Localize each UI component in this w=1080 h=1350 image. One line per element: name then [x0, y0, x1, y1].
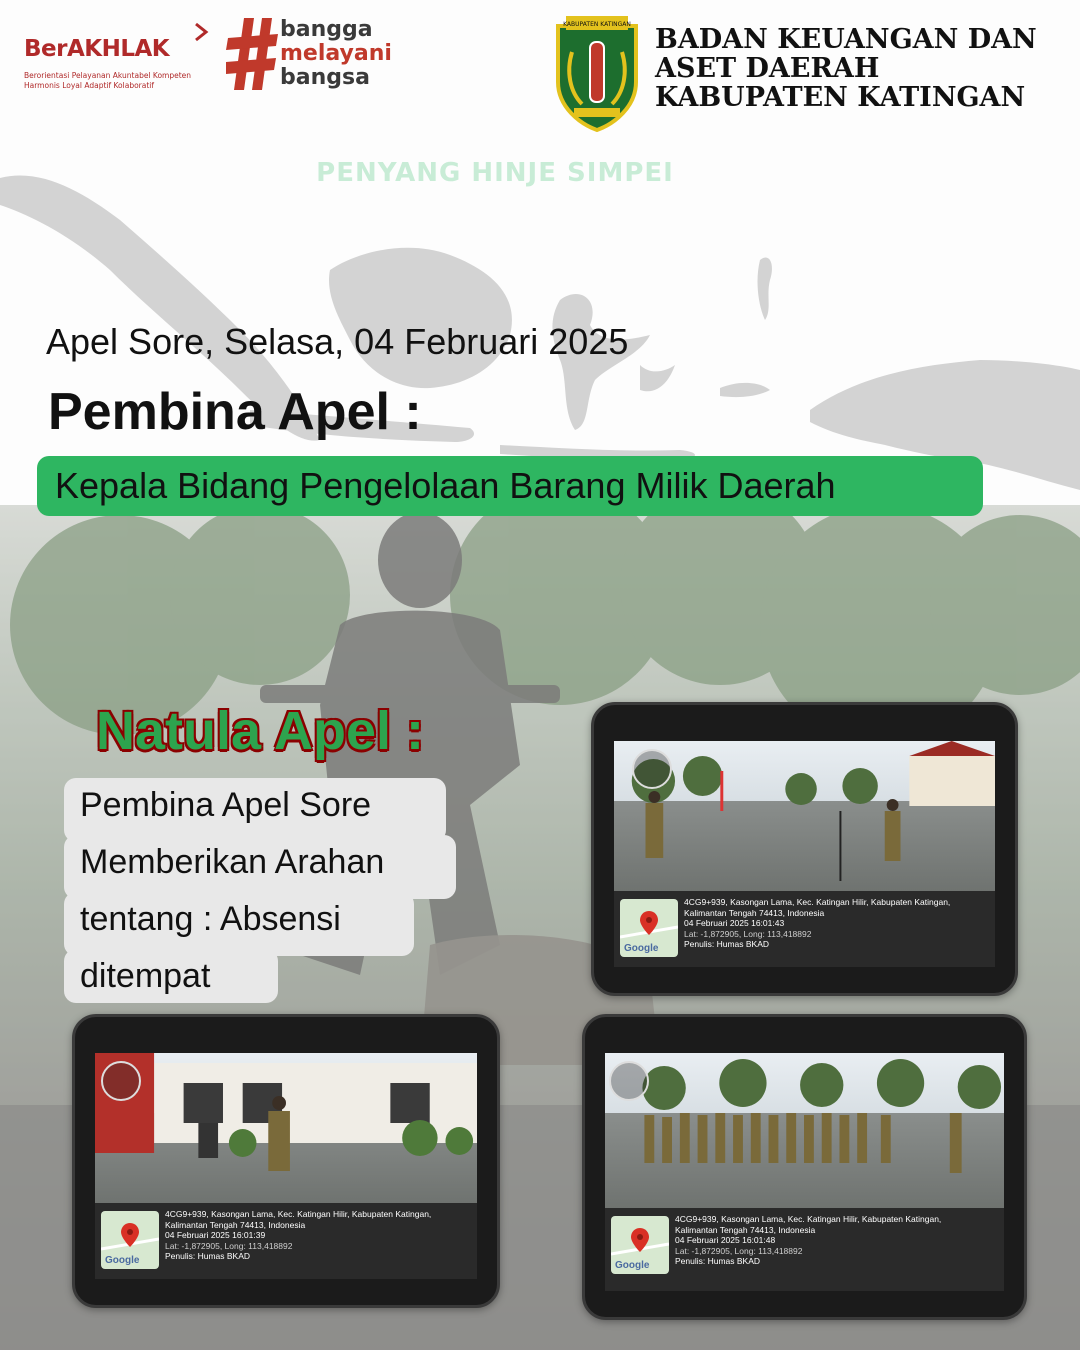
- bangga-melayani-bangsa-logo: [226, 16, 416, 96]
- natula-notes-box: [64, 778, 464, 1003]
- photo-coordinates: Lat: -1,872905, Long: 113,418892: [684, 928, 812, 939]
- org-name-line3: KABUPATEN KATINGAN: [655, 82, 1026, 113]
- apel-photo-scene: [605, 1053, 1004, 1208]
- map-brand: Google: [105, 1255, 140, 1266]
- berakhlak-title: BerAKHLAK: [24, 36, 170, 62]
- photo-tablet-1: [591, 702, 1018, 996]
- natula-line: Memberikan Arahan: [64, 835, 456, 899]
- tablet-screen: [614, 741, 995, 967]
- photo-writer: Penulis: Humas BKAD: [675, 1256, 761, 1266]
- geotag-info: [95, 1203, 477, 1279]
- bangga-text: [280, 18, 392, 90]
- location-line2: Kalimantan Tengah 74413, Indonesia: [675, 1224, 816, 1235]
- map-thumbnail: [101, 1211, 159, 1269]
- location-line1: 4CG9+939, Kasongan Lama, Kec. Katingan Hilir, Kabupaten Katingan,: [165, 1209, 432, 1219]
- map-thumbnail: [620, 899, 678, 957]
- natula-line: ditempat: [64, 949, 278, 1003]
- bangga-line1: bangga: [280, 17, 373, 42]
- berakhlak-subtitle-line1: Berorientasi Pelayanan Akuntabel Kompeten: [24, 71, 192, 80]
- katingan-crest-icon: [552, 12, 642, 132]
- photo-writer: Penulis: Humas BKAD: [684, 939, 770, 949]
- crest-label: KABUPATEN KATINGAN: [563, 21, 631, 28]
- map-brand: Google: [624, 943, 659, 954]
- photo-coordinates: Lat: -1,872905, Long: 113,418892: [165, 1240, 293, 1251]
- natula-line: Pembina Apel Sore: [64, 778, 446, 842]
- photo-tablet-2: [72, 1014, 500, 1308]
- berakhlak-subtitle: [24, 71, 219, 91]
- hashtag-icon: [226, 16, 278, 92]
- photo-coordinates: Lat: -1,872905, Long: 113,418892: [675, 1245, 803, 1256]
- apel-photo: [95, 1053, 477, 1203]
- motto-text: PENYANG HINJE SIMPEI: [316, 158, 674, 188]
- tablet-screen: [605, 1053, 1004, 1291]
- photo-datetime: 04 Februari 2025 16:01:43: [684, 918, 785, 928]
- compass-icon: [101, 1061, 141, 1101]
- map-brand: Google: [615, 1260, 650, 1271]
- location-line1: 4CG9+939, Kasongan Lama, Kec. Katingan Hilir, Kabupaten Katingan,: [684, 897, 951, 907]
- photo-datetime: 04 Februari 2025 16:01:48: [675, 1235, 776, 1245]
- organization-name: [655, 25, 1037, 112]
- berakhlak-subtitle-line2: Harmonis Loyal Adaptif Kolaboratif: [24, 81, 155, 90]
- natula-line: tentang : Absensi: [64, 892, 414, 956]
- photo-writer: Penulis: Humas BKAD: [165, 1251, 251, 1261]
- apel-photo-scene: [95, 1053, 477, 1203]
- geotag-info: [614, 891, 995, 967]
- apel-photo: [605, 1053, 1004, 1208]
- natula-apel-title: Natula Apel :: [96, 701, 425, 761]
- pembina-apel-label: Pembina Apel :: [48, 383, 422, 441]
- bangga-line2: melayani: [280, 41, 392, 66]
- compass-icon: [609, 1061, 649, 1101]
- chevron-right-icon: [192, 22, 212, 42]
- compass-icon: [632, 749, 672, 789]
- tablet-screen: [95, 1053, 477, 1279]
- map-thumbnail: [611, 1216, 669, 1274]
- photo-datetime: 04 Februari 2025 16:01:39: [165, 1230, 266, 1240]
- berakhlak-logo: [24, 20, 214, 90]
- photo-tablet-3: [582, 1014, 1027, 1320]
- bangga-line3: bangsa: [280, 65, 370, 90]
- geotag-info: [605, 1208, 1004, 1291]
- event-date-line: Apel Sore, Selasa, 04 Februari 2025: [46, 321, 629, 362]
- apel-photo: [614, 741, 995, 891]
- org-name-line2: ASET DAERAH: [655, 53, 880, 84]
- location-line2: Kalimantan Tengah 74413, Indonesia: [165, 1219, 306, 1230]
- pembina-apel-name-banner: Kepala Bidang Pengelolaan Barang Milik Daerah: [37, 456, 983, 516]
- location-line1: 4CG9+939, Kasongan Lama, Kec. Katingan Hilir, Kabupaten Katingan,: [675, 1214, 942, 1224]
- location-line2: Kalimantan Tengah 74413, Indonesia: [684, 907, 825, 918]
- org-name-line1: BADAN KEUANGAN DAN: [655, 24, 1037, 55]
